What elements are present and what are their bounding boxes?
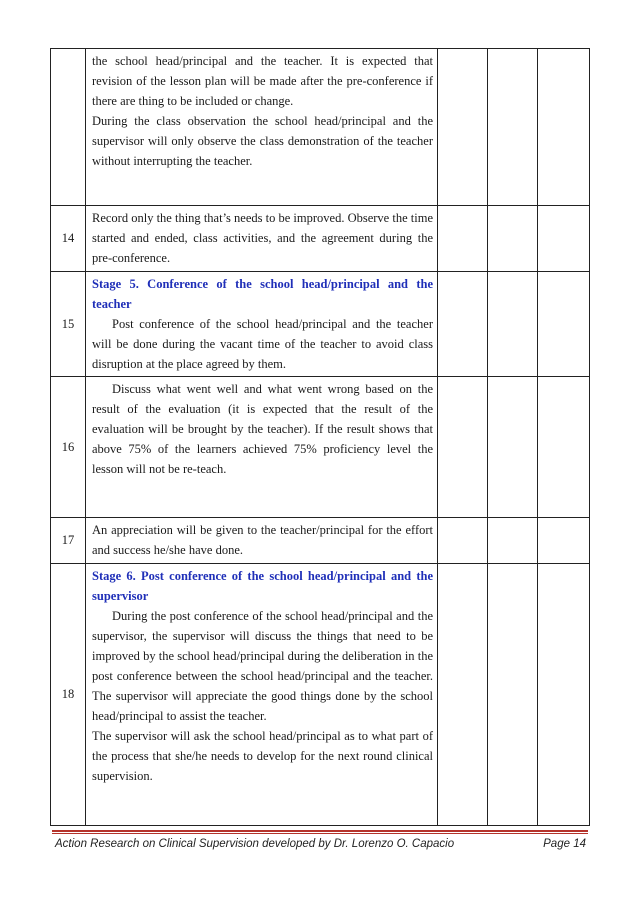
check-cell[interactable] [438, 49, 488, 206]
row-number: 15 [51, 272, 86, 377]
row-number: 16 [51, 377, 86, 518]
check-cell[interactable] [538, 377, 590, 518]
row-paragraph: During the post conference of the school head/principal and the supervisor, the supervisor will discuss the things that need to be improved by the school head/principal during the deliberation in the post conference between the school head/principal and the teacher. The supervisor will appreciate the good things done by the school head/principal to assist the teacher. [92, 609, 433, 723]
row-number [51, 49, 86, 206]
footer-credit: Action Research on Clinical Supervision developed by Dr. Lorenzo O. Capacio [55, 838, 455, 850]
row-paragraph: Discuss what went well and what went wrong based on the result of the evaluation (it is expected that the result of the evaluation will be brought by the teacher). If the result shows that above 75% of the learners achieved 75% proficiency level the lesson will not be re-teach. [92, 382, 433, 476]
check-cell[interactable] [488, 272, 538, 377]
supervision-steps-table [50, 48, 590, 826]
check-cell[interactable] [438, 377, 488, 518]
row-paragraph: Post conference of the school head/principal and the teacher will be done during the vacant time of the teacher to avoid class disruption at the place agreed by them. [92, 317, 433, 371]
check-cell[interactable] [538, 272, 590, 377]
row-number: 14 [51, 206, 86, 272]
check-cell[interactable] [438, 564, 488, 826]
check-cell[interactable] [488, 49, 538, 206]
table-row [51, 564, 590, 826]
row-number: 17 [51, 518, 86, 564]
row-description [86, 272, 438, 377]
page-number: Page 14 [543, 838, 586, 850]
row-description [86, 518, 438, 564]
stage-heading: Stage 5. Conference of the school head/principal and the teacher [92, 277, 433, 311]
check-cell[interactable] [488, 564, 538, 826]
table-row [51, 206, 590, 272]
check-cell[interactable] [538, 564, 590, 826]
row-description [86, 206, 438, 272]
table-row [51, 377, 590, 518]
table-row [51, 518, 590, 564]
row-paragraph: During the class observation the school head/principal and the supervisor will only observe the class demonstration of the teacher without interrupting the teacher. [92, 114, 433, 168]
row-description [86, 564, 438, 826]
table-row [51, 272, 590, 377]
row-paragraph: The supervisor will ask the school head/principal as to what part of the process that she/he needs to develop for the next round clinical supervision. [92, 729, 433, 783]
check-cell[interactable] [488, 206, 538, 272]
check-cell[interactable] [538, 49, 590, 206]
footer-rule [52, 830, 588, 832]
check-cell[interactable] [538, 518, 590, 564]
check-cell[interactable] [438, 518, 488, 564]
check-cell[interactable] [538, 206, 590, 272]
row-description [86, 49, 438, 206]
row-paragraph: Record only the thing that’s needs to be improved. Observe the time started and ended, class activities, and the agreement during the pre-conference. [92, 211, 433, 265]
check-cell[interactable] [438, 272, 488, 377]
footer-rule-thin [52, 833, 588, 834]
check-cell[interactable] [488, 518, 538, 564]
table-row [51, 49, 590, 206]
row-paragraph: An appreciation will be given to the teacher/principal for the effort and success he/she have done. [92, 523, 433, 557]
row-description [86, 377, 438, 518]
row-paragraph: the school head/principal and the teacher. It is expected that revision of the lesson plan will be made after the pre-conference if there are thing to be included or change. [92, 54, 433, 108]
row-number: 18 [51, 564, 86, 826]
stage-heading: Stage 6. Post conference of the school head/principal and the supervisor [92, 569, 433, 603]
check-cell[interactable] [488, 377, 538, 518]
check-cell[interactable] [438, 206, 488, 272]
